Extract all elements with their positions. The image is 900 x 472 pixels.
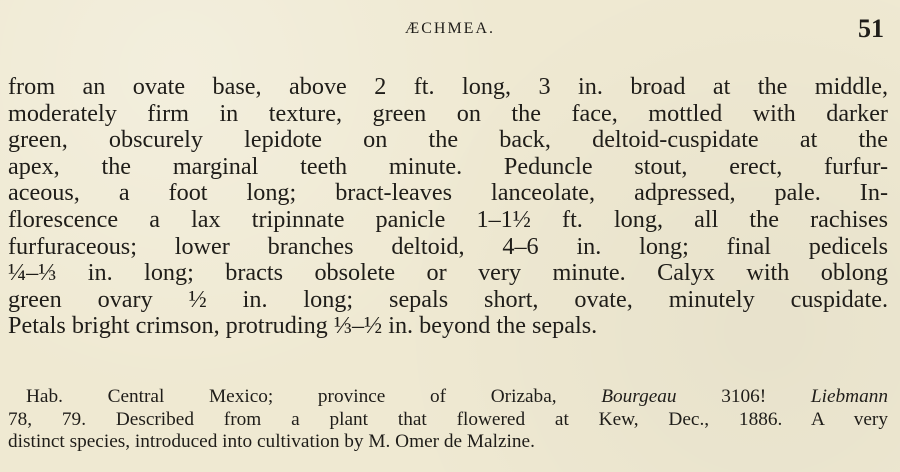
collector-name: Liebmann (810, 386, 888, 407)
body-line: moderately firm in texture, green on the face, mottled with darker (8, 99, 888, 127)
habitat-line: distinct species, introduced into cultivation by M. Omer de Malzine. (8, 431, 535, 452)
body-paragraph (8, 74, 888, 340)
page-number: 51 (858, 14, 884, 43)
body-line: ¼–⅓ in. long; bracts obsolete or very minute. Calyx with oblong (8, 259, 888, 287)
habitat-line (8, 386, 888, 409)
running-head: ÆCHMEA. (404, 20, 495, 37)
page-header (0, 14, 900, 50)
body-line: green ovary ½ in. long; sepals short, ovate, minutely cuspidate. (8, 285, 888, 313)
body-line: furfuraceous; lower branches deltoid, 4–6 in. long; final pedicels (8, 232, 888, 260)
body-line: from an ovate base, above 2 ft. long, 3 in. broad at the middle, (8, 73, 888, 100)
body-line: Petals bright crimson, protruding ⅓–½ in. beyond the sepals. (8, 312, 598, 340)
habitat-note (8, 386, 888, 454)
body-line: aceous, a foot long; bract-leaves lanceolate, adpressed, pale. In- (8, 179, 888, 207)
specimen-number: 3106! (721, 386, 767, 407)
body-line: florescence a lax tripinnate panicle 1–1½ ft. long, all the rachises (8, 205, 888, 233)
habitat-text: Hab. Central Mexico; province of Orizaba, (26, 386, 557, 407)
habitat-line: 78, 79. Described from a plant that flowered at Kew, Dec., 1886. A very (8, 408, 888, 430)
body-line: apex, the marginal teeth minute. Peduncle stout, erect, furfur- (8, 152, 888, 180)
body-line: green, obscurely lepidote on the back, deltoid-cuspidate at the (8, 126, 888, 154)
collector-name: Bourgeau (601, 386, 677, 407)
